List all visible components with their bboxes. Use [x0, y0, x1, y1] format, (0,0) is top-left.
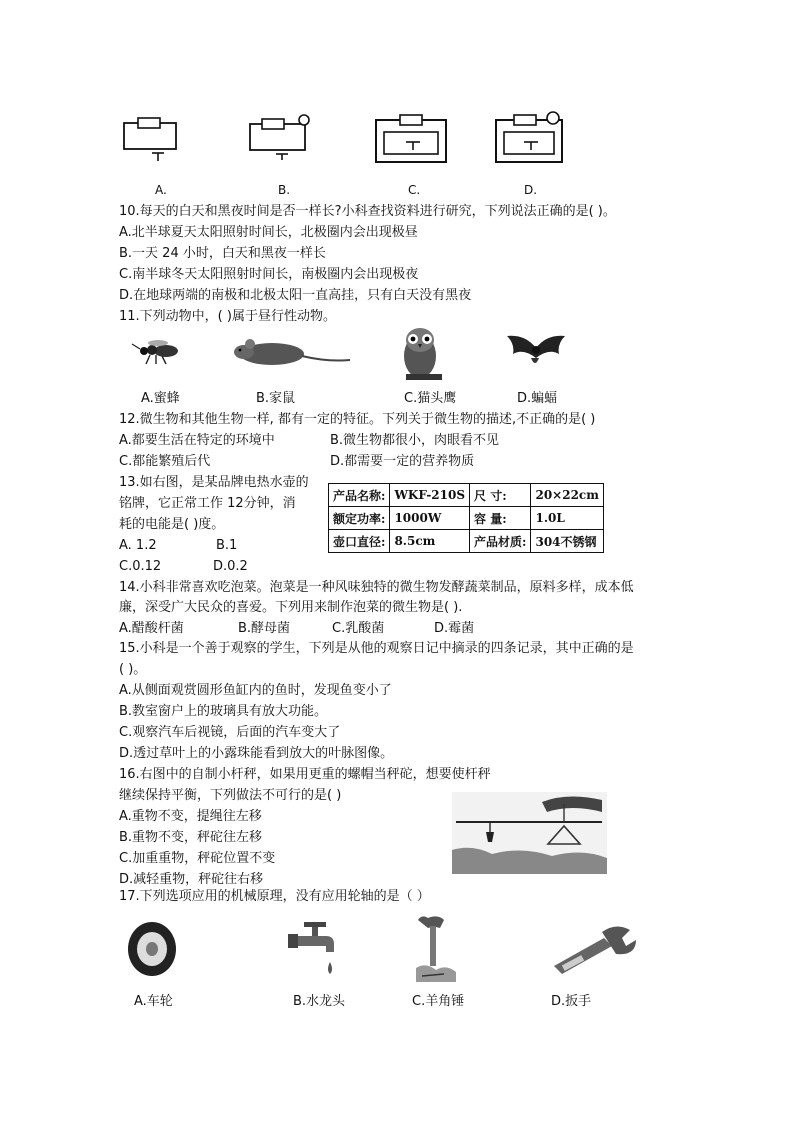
q17-stem: 17.下列选项应用的机械原理，没有应用轮轴的是（ ） [119, 889, 430, 904]
q13-option-b[interactable]: B.1 [216, 538, 238, 553]
q14-option-a[interactable]: A.醋酸杆菌 [119, 621, 184, 636]
q17-option-c[interactable]: C.羊角锤 [412, 994, 465, 1009]
q15-stem-line-1: 15.小科是一个善于观察的学生，下列是从他的观察日记中摘录的四条记录，其中正确的是 [119, 641, 634, 656]
table-row [329, 530, 604, 553]
wheel-image [126, 920, 178, 978]
bee-image [130, 338, 186, 366]
q11-option-c[interactable]: C.猫头鹰 [404, 391, 457, 406]
table-cell: 产品名称: [329, 484, 390, 507]
q15-option-b[interactable]: B.教室窗户上的玻璃具有放大功能。 [119, 704, 328, 719]
q15-option-c[interactable]: C.观察汽车后视镜，后面的汽车变大了 [119, 725, 341, 740]
owl-image [398, 324, 446, 382]
q12-option-b[interactable]: B.微生物都很小，肉眼看不见 [330, 433, 500, 448]
q16-option-c[interactable]: C.加重重物，秤砣位置不变 [119, 851, 276, 866]
table-cell: 壶口直径: [329, 530, 390, 553]
q12-option-d[interactable]: D.都需要一定的营养物质 [330, 454, 475, 469]
mouse-image [232, 338, 352, 370]
q13-option-c[interactable]: C.0.12 [119, 559, 162, 574]
q16-stem-line-2: 继续保持平衡，下列做法不可行的是( ) [119, 788, 342, 803]
q16-stem-line-1: 16.右图中的自制小杆秤，如果用更重的螺帽当秤砣，想要使杆秤 [119, 767, 491, 782]
table-cell: 额定功率: [329, 507, 390, 530]
q16-option-a[interactable]: A.重物不变，提绳往左移 [119, 809, 262, 824]
q12-option-a[interactable]: A.都要生活在特定的环境中 [119, 433, 275, 448]
q9-option-b[interactable]: B. [278, 183, 291, 197]
table-cell: 产品材质: [470, 530, 531, 553]
q15-option-a[interactable]: A.从侧面观赏圆形鱼缸内的鱼时，发现鱼变小了 [119, 683, 392, 698]
q17-option-a[interactable]: A.车轮 [134, 994, 173, 1009]
q10-option-a[interactable]: A.北半球夏天太阳照射时间长，北极圈内会出现极昼 [119, 225, 418, 240]
wrench-image [544, 920, 640, 978]
q9-option-d[interactable]: D. [524, 183, 538, 197]
table-row [329, 484, 604, 507]
q13-stem-line-2: 铭牌，它正常工作 12分钟，消 [119, 496, 296, 511]
table-cell: 20×22cm [531, 484, 603, 507]
q12-option-c[interactable]: C.都能繁殖后代 [119, 454, 211, 469]
q10-option-c[interactable]: C.南半球冬天太阳照射时间长，南极圈内会出现极夜 [119, 267, 419, 282]
q13-stem-line-1: 13.如右图，是某品牌电热水壶的 [119, 475, 309, 490]
q11-stem: 11.下列动物中，( )属于昼行性动物。 [119, 309, 336, 324]
q9-option-a[interactable]: A. [155, 183, 167, 197]
q14-option-d[interactable]: D.霉菌 [434, 621, 475, 636]
steelyard-image [452, 792, 607, 874]
q13-option-a[interactable]: A. 1.2 [119, 538, 157, 553]
q14-stem-line-2: 廉，深受广大民众的喜爱。下列用来制作泡菜的微生物是( ). [119, 600, 463, 615]
q14-option-b[interactable]: B.酵母菌 [238, 621, 291, 636]
circuit-diagram-a [124, 115, 184, 165]
q17-option-b[interactable]: B.水龙头 [293, 994, 346, 1009]
circuit-diagram-c [376, 112, 451, 167]
q11-option-d[interactable]: D.蝙蝠 [517, 391, 558, 406]
q11-option-b[interactable]: B.家鼠 [256, 391, 296, 406]
table-cell: WKF-210S [390, 484, 470, 507]
q13-stem-line-3: 耗的电能是( )度。 [119, 517, 225, 532]
table-row [329, 507, 604, 530]
table-cell: 尺 寸: [470, 484, 531, 507]
q9-option-c[interactable]: C. [408, 183, 421, 197]
circuit-diagram-d [496, 110, 571, 165]
q16-option-d[interactable]: D.减轻重物，秤砣往右移 [119, 872, 264, 887]
claw-hammer-image [414, 912, 458, 984]
circuit-diagram-b [250, 112, 320, 162]
q14-option-c[interactable]: C.乳酸菌 [332, 621, 385, 636]
table-cell: 1.0L [531, 507, 603, 530]
q13-option-d[interactable]: D.0.2 [213, 559, 248, 574]
q10-option-d[interactable]: D.在地球两端的南极和北极太阳一直高挂，只有白天没有黑夜 [119, 288, 472, 303]
q10-stem: 10.每天的白天和黑夜时间是否一样长?小科查找资料进行研究，下列说法正确的是( )。 [119, 204, 616, 219]
q10-option-b[interactable]: B.一天 24 小时，白天和黑夜一样长 [119, 246, 326, 261]
kettle-nameplate-table [328, 483, 604, 553]
q12-stem: 12.微生物和其他生物一样, 都有一定的特征。下列关于微生物的描述,不正确的是( ) [119, 412, 596, 427]
q15-option-d[interactable]: D.透过草叶上的小露珠能看到放大的叶脉图像。 [119, 746, 394, 761]
q11-option-a[interactable]: A.蜜蜂 [141, 391, 180, 406]
q16-option-b[interactable]: B.重物不变，秤砣往左移 [119, 830, 263, 845]
table-cell: 8.5cm [390, 530, 470, 553]
q15-stem-line-2: ( )。 [119, 662, 147, 677]
q14-stem-line-1: 14.小科非常喜欢吃泡菜。泡菜是一种风味独特的微生物发酵蔬菜制品，原料多样，成本低 [119, 580, 634, 595]
q17-option-d[interactable]: D.扳手 [551, 994, 592, 1009]
table-cell: 304不锈钢 [531, 530, 603, 553]
table-cell: 1000W [390, 507, 470, 530]
bat-image [505, 330, 567, 374]
faucet-image [288, 920, 348, 978]
table-cell: 容 量: [470, 507, 531, 530]
